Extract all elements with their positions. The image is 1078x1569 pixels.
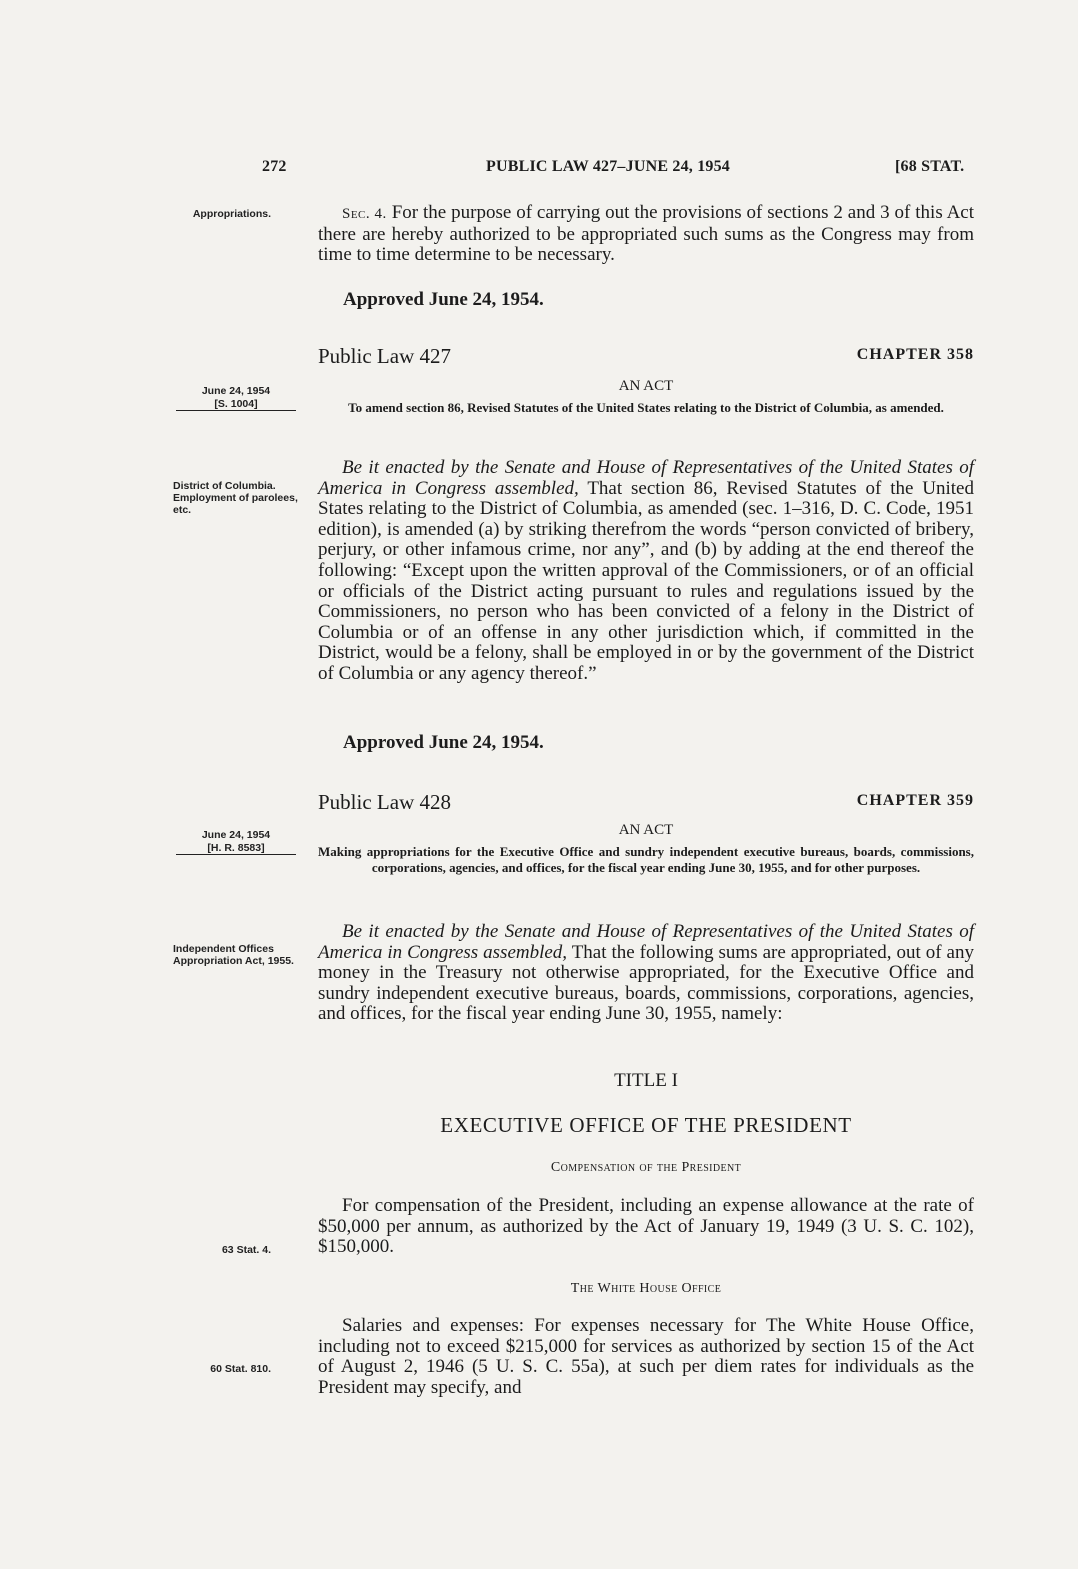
act-title-428: Making appropriations for the Executive Office and sundry independent executive bureaus, boards, commissions, corporations, agencies, and offices, for the fiscal year ending June 30, 1955, and for other purposes.: [318, 844, 974, 875]
law-428-body: [318, 922, 974, 1025]
margin-date-427-date: June 24, 1954: [201, 385, 271, 397]
margin-date-427: [176, 385, 296, 411]
margin-note-appropriations: Appropriations.: [192, 208, 271, 220]
title-i-heading: TITLE I: [614, 1070, 678, 1091]
law-428-text: That the following sums are appropriated, out of any money in the Treasury not otherwise appropriated, for the Executive Office and sundry independent executive bureaus, boards, commissions, corporations, agencies, and offices, for the fiscal year ending June 30, 1955, namely:: [318, 941, 974, 1025]
page-number: 272: [262, 158, 287, 175]
section-4-text: For the purpose of carrying out the provisions of sections 2 and 3 of this Act there are hereby authorized to be appropriated such sums as the Congress may from time to time determine to be necessary.: [318, 202, 974, 266]
law-427-text: That section 86, Revised Statutes of the United States relating to the District of Columbia, as amended (sec. 1–316, D. C. Code, 1951 edition), is amended (a) by striking therefrom the words “person convicted of bribery, perjury, or other infamous crime, nor any”, and (b) by adding at the end thereof the following: “Except upon the written approval of the Commissioners, or of an official or officials of the District acting pursuant to rules and regulations issued by the Commissioners, no person who has been convicted of a felony in the District of Columbia or of an offense in any other jurisdiction which, if committed in the District, would be a felony, shall be employed in or by the government of the District of Columbia or any agency thereof.”: [318, 477, 974, 684]
enacting-clause-428: Be it enacted by the Senate and House of Representatives of the United States of America in Congress assembled,: [318, 921, 974, 963]
compensation-subheading: Compensation of the President: [550, 1160, 742, 1175]
margin-note-independent-offices: Independent Offices Appropriation Act, 1955.: [173, 943, 294, 967]
public-law-428-label: Public Law 428: [318, 790, 451, 814]
margin-note-employment: Employment of parolees, etc.: [173, 492, 298, 516]
volume-citation: [68 STAT.: [895, 158, 965, 175]
margin-bill-428: [H. R. 8583]: [176, 842, 296, 855]
margin-note-district-of-columbia: [173, 480, 308, 516]
enacting-clause-427: Be it enacted by the Senate and House of Representatives of the United States of America in Congress assembled,: [318, 457, 974, 499]
public-law-428-line: [318, 790, 974, 815]
chapter-358-label: CHAPTER 358: [856, 346, 974, 363]
public-law-427-line: [318, 344, 974, 369]
white-house-paragraph: Salaries and expenses: For expenses necessary for The White House Office, including not to exceed $215,000 for services as authorized by section 15 of the Act of August 2, 1946 (5 U. S. C. 55a), at such per diem rates for individuals as the President may specify, and: [318, 1315, 974, 1398]
an-act-heading-1: AN ACT: [618, 378, 674, 394]
public-law-427-label: Public Law 427: [318, 344, 451, 368]
act-title-427: To amend section 86, Revised Statutes of the United States relating to the District of Columbia, as amended.: [348, 400, 944, 415]
law-427-body: [318, 458, 974, 685]
approved-date-1: Approved June 24, 1954.: [343, 289, 544, 310]
running-title: PUBLIC LAW 427–JUNE 24, 1954: [486, 158, 730, 175]
section-4-paragraph: [318, 203, 974, 266]
chapter-359-label: CHAPTER 359: [856, 792, 974, 809]
margin-date-428-date: June 24, 1954: [201, 829, 271, 841]
approved-date-2: Approved June 24, 1954.: [343, 732, 544, 753]
section-label: Sec. 4.: [342, 206, 387, 222]
margin-note-dc: District of Columbia.: [173, 480, 276, 492]
margin-bill-427: [S. 1004]: [176, 398, 296, 411]
an-act-heading-2: AN ACT: [618, 822, 674, 838]
margin-date-428: [176, 829, 296, 855]
margin-cite-63-stat: 63 Stat. 4.: [221, 1244, 271, 1256]
margin-cite-60-stat: 60 Stat. 810.: [210, 1363, 271, 1375]
executive-office-heading: EXECUTIVE OFFICE OF THE PRESIDENT: [440, 1113, 852, 1137]
white-house-subheading: The White House Office: [570, 1281, 722, 1296]
compensation-paragraph: For compensation of the President, including an expense allowance at the rate of $50,000 per annum, as authorized by the Act of January 19, 1949 (3 U. S. C. 102), $150,000.: [318, 1195, 974, 1258]
